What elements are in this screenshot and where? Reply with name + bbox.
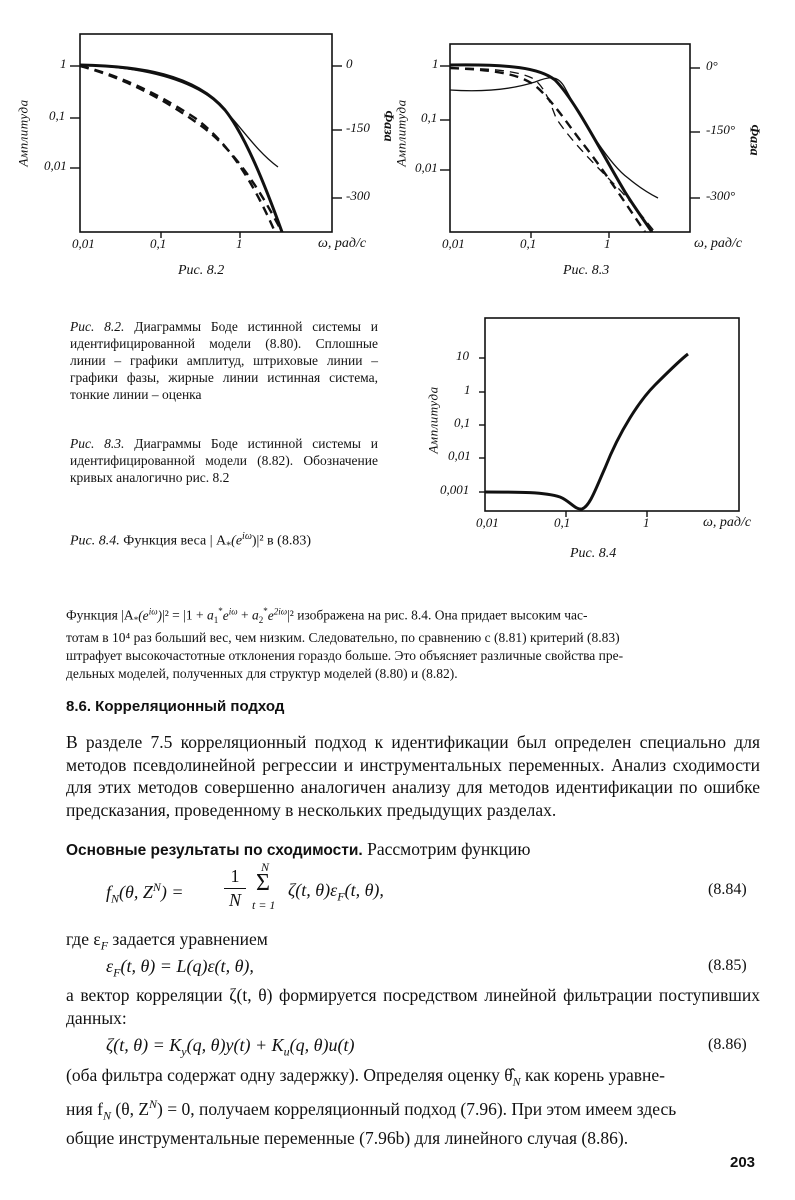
paragraph-2-bold: Основные результаты по сходимости. xyxy=(66,842,363,859)
fig84-frame xyxy=(485,318,739,511)
caption-8-2-label: Рис. 8.2. xyxy=(70,319,125,334)
fig84-x-tick-2: 1 xyxy=(643,515,650,530)
fig83-x-tick-1: 0,1 xyxy=(520,236,537,251)
fig82-y2-tick-0: 0 xyxy=(346,56,353,71)
caption-8-4-text-c: )|² в (8.83) xyxy=(251,533,311,549)
fig83-y-tick-0: 1 xyxy=(432,56,439,71)
fig83-est-phase xyxy=(450,68,655,232)
fig82-true-phase xyxy=(80,66,275,232)
fig84-y-tick-2: 0,1 xyxy=(454,415,471,430)
fig82-y-label: Амплитуда xyxy=(15,99,31,167)
equation-8-86: ζ(t, $\theta) = K_y(q$, $\theta)y(t) + K_u(q$, θ)u(t) xyxy=(106,1035,355,1059)
caption-8-3-text: Диаграммы Боде истинной системы и идентифицированной модели (8.82). Обозначение кривых аналогично рис. 8.2 xyxy=(70,436,378,485)
caption-8-2-text: Диаграммы Боде истинной системы и идентифицированной модели (8.80). Сплошные линии – графики амплитуд, штриховые линии – графики фазы, жирные линии истинная система, тонкие линии – оценка xyxy=(70,319,378,402)
fig82-est-phase xyxy=(80,66,282,232)
fig83-caption: Рис. 8.3 xyxy=(563,263,610,278)
fig84-y-tick-3: 0,01 xyxy=(448,448,471,463)
equation-8-86-number: (8.86) xyxy=(708,1036,747,1053)
caption-8-4-text-b: (e xyxy=(231,533,243,549)
fig83-y-label: Амплитуда xyxy=(393,99,409,167)
fig84-y-tick-0: 10 xyxy=(456,348,469,363)
caption-8-4: Рис. 8.4. Функция веса | $A_*(e^{i\omega})|^2$ в (8.83) xyxy=(70,531,311,552)
fig83-est-amplitude xyxy=(450,78,658,198)
page-number: 203 xyxy=(730,1154,756,1171)
fig82-plot xyxy=(70,34,342,238)
paragraph-2 xyxy=(66,838,760,863)
equation-8-85: $\varepsilon_F(t$, θ) = L(q)ε(t, θ), xyxy=(106,956,254,980)
fig83-y-tick-1: 0,1 xyxy=(421,110,438,125)
small-paragraph xyxy=(66,602,762,683)
fig82-caption: Рис. 8.2 xyxy=(178,263,225,278)
fig84-caption: Рис. 8.4 xyxy=(570,546,617,561)
fig83-x-tick-0: 0,01 xyxy=(442,236,465,251)
fig83-frame xyxy=(450,44,690,232)
fig83-true-phase xyxy=(450,68,645,232)
fig82-y2-label: Фаза xyxy=(380,110,396,142)
fig82-y-tick-0: 1 xyxy=(60,56,67,71)
fig83-y2-tick-2: -300° xyxy=(706,188,736,203)
fig84-x-label: ω, рад/с xyxy=(703,515,752,530)
fig83-y2-tick-0: 0° xyxy=(706,58,718,73)
fig82-x-tick-1: 0,1 xyxy=(150,236,167,251)
fig82-x-label: ω, рад/с xyxy=(318,236,367,251)
paragraph-1: В разделе 7.5 корреляционный подход к идентификации был определен специально для методов псевдолинейной регрессии и инструментальных переменных. Анализ сходимости для этих методов совершенно аналогичен анализу для методов идентификации по ошибке предсказания, проведенному в нескольких предыдущих разделах. xyxy=(66,732,760,820)
fig82-x-tick-0: 0,01 xyxy=(72,236,95,251)
fig84-plot xyxy=(479,318,739,517)
equation-8-85-number: (8.85) xyxy=(708,957,747,974)
fig82-frame xyxy=(80,34,332,232)
small-line-1: Функция $|A_*(e^{i\omega})|^2 = |1 + a_1^*e^{i\omega} + a_2^*e^{2i\omega}|^2$ изображена на рис. 8.4. Она придает высоким час- xyxy=(66,606,588,626)
fig84-x-tick-0: 0,01 xyxy=(476,515,499,530)
fig82-y-tick-1: 0,1 xyxy=(49,108,66,123)
fig83-true-amplitude xyxy=(450,65,652,232)
small-line-2: тотам в 10⁴ раз больший вес, чем низким. Следовательно, по сравнению с (8.81) критерий (8.83) xyxy=(66,630,620,646)
fig82-true-amplitude xyxy=(80,65,282,232)
paragraph-3: (оба фильтра содержат одну задержку). Определяя оценку $\thetâ_N$ как корень уравне- ния $f_N$ (θ, $Z^N) = 0$, получаем корреляционный подход (7.96). При этом имеем здесь общие инструментальные переменные (7.96b) для линейного случая (8.86). xyxy=(66,1065,677,1148)
where-line: где $\varepsilon_F$ задается уравнением xyxy=(66,929,268,953)
equation-8-84-number: (8.84) xyxy=(708,881,747,898)
caption-8-4-text-a: Функция веса | A xyxy=(123,533,227,549)
caption-8-4-label: Рис. 8.4. xyxy=(70,533,120,549)
fig83-x-label: ω, рад/с xyxy=(694,236,743,251)
fig82-y2-tick-2: -300 xyxy=(346,188,370,203)
fig84-x-tick-1: 0,1 xyxy=(554,515,571,530)
paragraph-2-rest: Рассмотрим функцию xyxy=(362,839,531,859)
fig83-y2-label: Фаза xyxy=(746,124,762,156)
fig83-plot xyxy=(440,44,700,238)
fig82-y2-tick-1: -150 xyxy=(346,120,370,135)
fig84-y-tick-1: 1 xyxy=(464,382,471,397)
fig82-y-tick-2: 0,01 xyxy=(44,158,67,173)
fig82-est-amplitude xyxy=(80,65,278,167)
fig84-y-tick-4: 0,001 xyxy=(440,482,470,497)
caption-8-3 xyxy=(70,435,378,486)
fig83-y-tick-2: 0,01 xyxy=(415,160,438,175)
small-line-3: штрафует высокочастотные отклонения гораздо больше. Это объясняет различные свойства пре- xyxy=(66,648,624,664)
fig84-y-label: Амплитуда xyxy=(425,386,441,454)
vector-line: а вектор корреляции ζ(t, θ) формируется посредством линейной фильтрации поступивших данных: xyxy=(66,985,760,1028)
fig84-weight-curve xyxy=(485,354,688,509)
fig82-x-tick-2: 1 xyxy=(236,236,243,251)
caption-8-2 xyxy=(70,318,378,403)
fig83-y2-tick-1: -150° xyxy=(706,122,736,137)
fig83-x-tick-2: 1 xyxy=(604,236,611,251)
small-line-4: дельных моделей, полученных для структур моделей (8.80) и (8.82). xyxy=(66,666,458,682)
section-heading: 8.6. Корреляционный подход xyxy=(66,698,285,715)
caption-8-3-label: Рис. 8.3. xyxy=(70,436,125,451)
equation-8-84: $f_N(\theta$, $Z^N$) = 1 N N Σ t = 1 ζ(t, $\theta)\varepsilon_F(t$, θ), xyxy=(106,860,384,912)
